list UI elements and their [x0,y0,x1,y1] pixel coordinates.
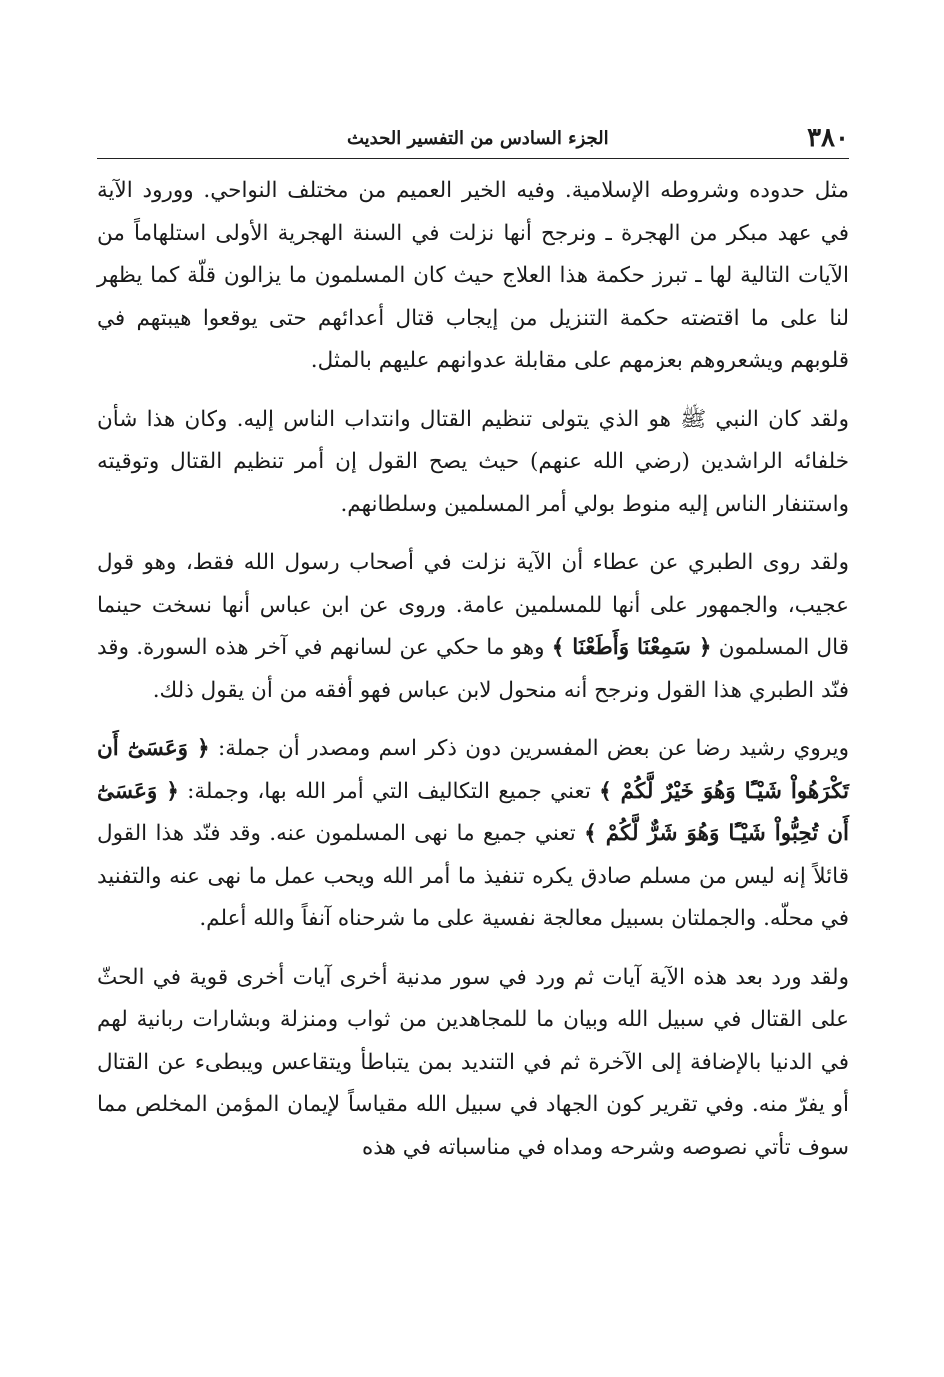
page-body [97,170,849,1185]
page-number: ٣٨٠ [807,123,849,153]
paragraph-text: ولقد ورد بعد هذه الآية آيات ثم ورد في سور مدنية أخرى آيات أخرى قوية في الحثّ على القتال في سبيل الله وبيان ما للمجاهدين من ثواب ومنزلة وبشارات ربانية لهم في الدنيا بالإضافة إلى الآخرة ثم في التنديد بمن يتباطأ ويتقاعس ويبطىء عن القتال أو يفرّ منه. وفي تقرير كون الجهاد في سبيل الله مقياساً لإيمان المؤمن المخلص مما سوف تأتي نصوصه وشرحه ومداه في مناسباته في هذه [97,964,849,1160]
paragraph-4 [97,728,849,941]
paragraph-2 [97,399,849,527]
quran-quote: ﴿ وَعَسَىٰٓ أَن تَكْرَهُواْ شَيْـًٔا وَهُوَ خَيْرٌ لَّكُمْ ﴾ [97,736,849,804]
paragraph-text: مثل حدوده وشروطه الإسلامية. وفيه الخير العميم من مختلف النواحي. وورود الآية في عهد مبكر من الهجرة ـ ونرجح أنها نزلت في السنة الهجرية الأولى استلهاماً من الآيات التالية لها ـ تبرز حكمة هذا العلاج حيث كان المسلمون ما يزالون قلّة كما يظهر لنا على ما اقتضته حكمة التنزيل من إيجاب قتال أعدائهم حتى يوقعوا هيبتهم في قلوبهم ويشعروهم بعزمهم على مقابلة عدوانهم عليهم بالمثل. [97,178,849,373]
paragraph-3 [97,542,849,712]
paragraph-text: ولقد كان النبي ﷺ هو الذي يتولى تنظيم القتال وانتداب الناس إليه. وكان هذا شأن خلفائه الراشدين (رضي الله عنهم) حيث يصح القول إن أمر تنظيم القتال وتوقيته واستنفار الناس إليه منوط بولي أمر المسلمين وسلطانهم. [97,406,849,517]
paragraph-1 [97,170,849,383]
paragraph-text: ويروي رشيد رضا عن بعض المفسرين دون ذكر اسم ومصدر أن جملة: [218,736,849,761]
paragraph-text: ولقد روى الطبري عن عطاء أن الآية نزلت في أصحاب رسول الله فقط، وهو قول عجيب، والجمهور على أنها للمسلمين عامة. وروى عن ابن عباس أنها نسخت حينما قال المسلمون [97,550,849,660]
page-header [97,118,849,159]
paragraph-text: تعني جميع التكاليف التي أمر الله بها، وجملة: [187,778,591,804]
quran-quote: ﴿ سَمِعْنَا وَأَطَعْنَا ﴾ [551,635,712,660]
paragraph-text: وهو ما حكي عن لسانهم في آخر هذه السورة. وقد فنّد الطبري هذا القول ونرجح أنه منحول لابن عباس فهو أفقه من أن يقول ذلك. [97,635,849,703]
running-title: الجزء السادس من التفسير الحديث [347,127,609,149]
quran-quote: ﴿ وَعَسَىٰٓ أَن تُحِبُّواْ شَيْـًٔا وَهُوَ شَرٌّ لَّكُمْ ﴾ [97,778,849,846]
paragraph-5 [97,957,849,1170]
paragraph-text: تعني جميع ما نهى المسلمون عنه. وقد فنّد هذا القول قائلاً إنه ليس من مسلم صادق يكره تنفيذ ما أمر الله ويحب عمل ما نهى عنه والتفنيد في محلّه. والجملتان بسبيل معالجة نفسية على ما شرحناه آنفاً والله أعلم. [97,821,849,931]
